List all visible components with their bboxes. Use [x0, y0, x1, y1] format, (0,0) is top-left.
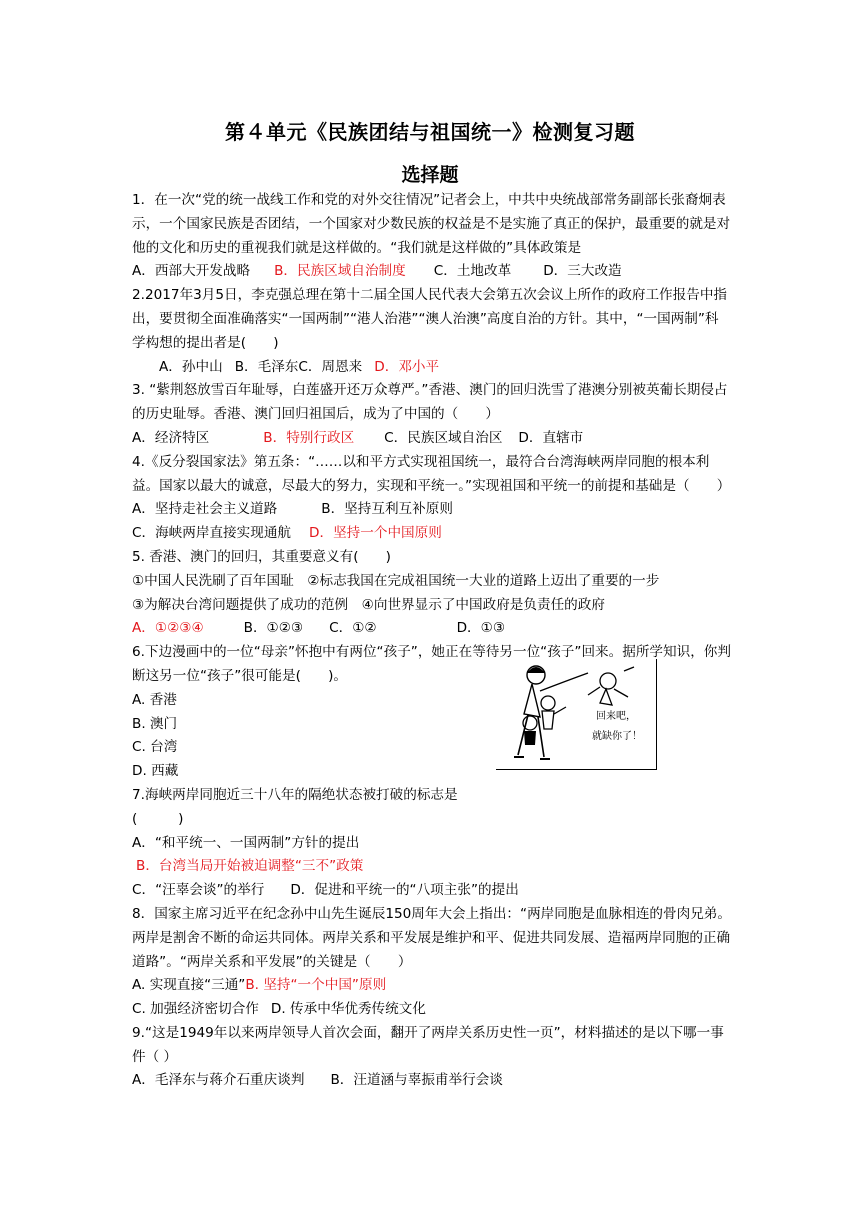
q7-stem: 7.海峡两岸同胞近三十八年的隔绝状态被打破的标志是( )	[132, 786, 458, 827]
q2-option-c: C．周恩来	[298, 358, 363, 375]
section-title: 选择题	[401, 164, 459, 186]
q5-option-d: D．①③	[456, 620, 506, 637]
q7-option-b-answer: B．台湾当局开始被迫调整“三不”政策	[136, 858, 364, 875]
q3-options	[132, 427, 732, 451]
q6-stem: 6.下边漫画中的一位“母亲”怀抱中有两位“孩子”，她正在等待另一位“孩子”回来。据所学知识，你判断这另一位“孩子”很可能是( )。	[132, 644, 731, 684]
q3-option-a: A．经济特区	[132, 429, 210, 446]
q6-option-a: A. 香港	[132, 691, 177, 708]
q4-option-b: B．坚持互利互补原则	[321, 501, 453, 518]
q7-option-d: D．促进和平统一的“八项主张”的提出	[290, 882, 519, 899]
q4-options-row2	[132, 522, 732, 546]
q1-option-b-answer: B．民族区域自治制度	[274, 263, 406, 280]
q7-options-row	[132, 879, 732, 903]
q7-option-c: C．“汪辜会谈”的举行	[132, 882, 265, 899]
q1-stem: 1．在一次“党的统一战线工作和党的对外交往情况”记者会上，中共中央统战部常务副部长张裔炯表示，一个国家民族是否团结，一个国家对少数民族的权益是不是实施了真正的保护，最重要的就是对他的文化和历史的重视我们就是这样做的。“我们就是这样做的”具体政策是	[132, 192, 731, 256]
document-title: 第４单元《民族团结与祖国统一》检测复习题	[225, 120, 635, 144]
q5-stem: 5. 香港、澳门的回归，其重要意义有( )	[132, 548, 391, 565]
q8-option-b-answer: B. 坚持“一个中国”原则	[245, 977, 387, 994]
q1-option-c: C．土地改革	[433, 263, 512, 280]
q5-option-b: B．①②③	[243, 620, 304, 637]
q5-statements-1: ①中国人民洗刷了百年国耻 ②标志我国在完成祖国统一大业的道路上迈出了重要的一步	[132, 572, 660, 589]
q1-option-d: D．三大改造	[543, 263, 622, 280]
q4-option-d-answer: D．坚持一个中国原则	[309, 525, 442, 542]
q2-options	[132, 356, 732, 380]
q3-option-c: C．民族区域自治区	[384, 429, 503, 446]
mother-children-cartoon	[496, 659, 657, 770]
q6-option-b: B. 澳门	[132, 715, 178, 732]
q1-option-a: A．西部大开发战略	[132, 263, 251, 280]
q9-option-a: A．毛泽东与蒋介石重庆谈判	[132, 1072, 305, 1089]
q9-stem: 9.“这是1949年以来两岸领导人首次会面，翻开了两岸关系历史性一页”，材料描述的是以下哪一事件（ ）	[132, 1024, 724, 1065]
q6-option-d: D. 西藏	[132, 763, 179, 780]
q5-option-a-answer: A．①②③④	[132, 620, 204, 637]
q3-option-b-answer: B．特别行政区	[263, 429, 355, 446]
q8-option-d: D. 传承中华优秀传统文化	[270, 1001, 426, 1018]
q4-stem: 4.《反分裂国家法》第五条：“……以和平方式实现祖国统一，最符合台湾海峡两岸同胞的根本利益。国家以最大的诚意，尽最大的努力，实现和平统一。”实现祖国和平统一的前提和基础是（ ）	[132, 453, 731, 494]
q8-option-a: A. 实现直接“三通”	[132, 977, 246, 994]
q2-option-b: B．毛泽东	[234, 358, 299, 375]
q2-option-d-answer: D．邓小平	[374, 358, 440, 375]
cartoon-caption-2: 就缺你了！	[592, 731, 642, 743]
q5-statements-2: ③为解决台湾问题提供了成功的范例 ④向世界显示了中国政府是负责任的政府	[132, 596, 605, 613]
q5-option-c: C．①②	[329, 620, 377, 637]
q8-option-c: C. 加强经济密切合作	[132, 1001, 259, 1018]
q9-option-b: B．汪道涵与辜振甫举行会谈	[330, 1072, 503, 1089]
q5-options	[132, 617, 732, 641]
q8-stem: 8．国家主席习近平在纪念孙中山先生诞辰150周年大会上指出：“两岸同胞是血脉相连的骨肉兄弟。两岸是割舍不断的命运共同体。两岸关系和平发展是维护和平、促进共同发展、造福两岸同胞的正确道路”。“两岸关系和平发展”的关键是（ ）	[132, 905, 731, 970]
cartoon-caption-1: 回来吧，	[596, 711, 636, 723]
q3-option-d: D．直辖市	[518, 429, 584, 446]
q9-options-row1	[132, 1069, 732, 1093]
q6-block	[132, 641, 732, 831]
q4-option-c: C．海峡两岸直接实现通航	[132, 525, 292, 542]
questions	[132, 189, 732, 1093]
q8-options-row1	[132, 974, 732, 998]
q6-option-c: C. 台湾	[132, 739, 178, 756]
q4-option-a: A．坚持走社会主义道路	[132, 501, 278, 518]
q1-options	[132, 260, 732, 284]
q8-options-row2	[132, 998, 732, 1022]
q2-option-a: A．孙中山	[159, 358, 223, 375]
q2-stem: 2.2017年3月5日，李克强总理在第十二届全国人民代表大会第五次会议上所作的政府工作报告中指出，要贯彻全面准确落实“一国两制”“港人治港”“澳人治澳”高度自治的方针。其中，“一国两制”科学构想的提出者是( )	[132, 287, 728, 351]
q4-options-row1	[132, 498, 732, 522]
q3-stem: 3. “紫荆怒放雪百年耻辱，白莲盛开还万众尊严。”香港、澳门的回归洗雪了港澳分别被英葡长期侵占的历史耻辱。香港、澳门回归祖国后，成为了中国的（ ）	[132, 382, 728, 423]
q7-option-a: A．“和平统一、一国两制”方针的提出	[132, 834, 360, 851]
